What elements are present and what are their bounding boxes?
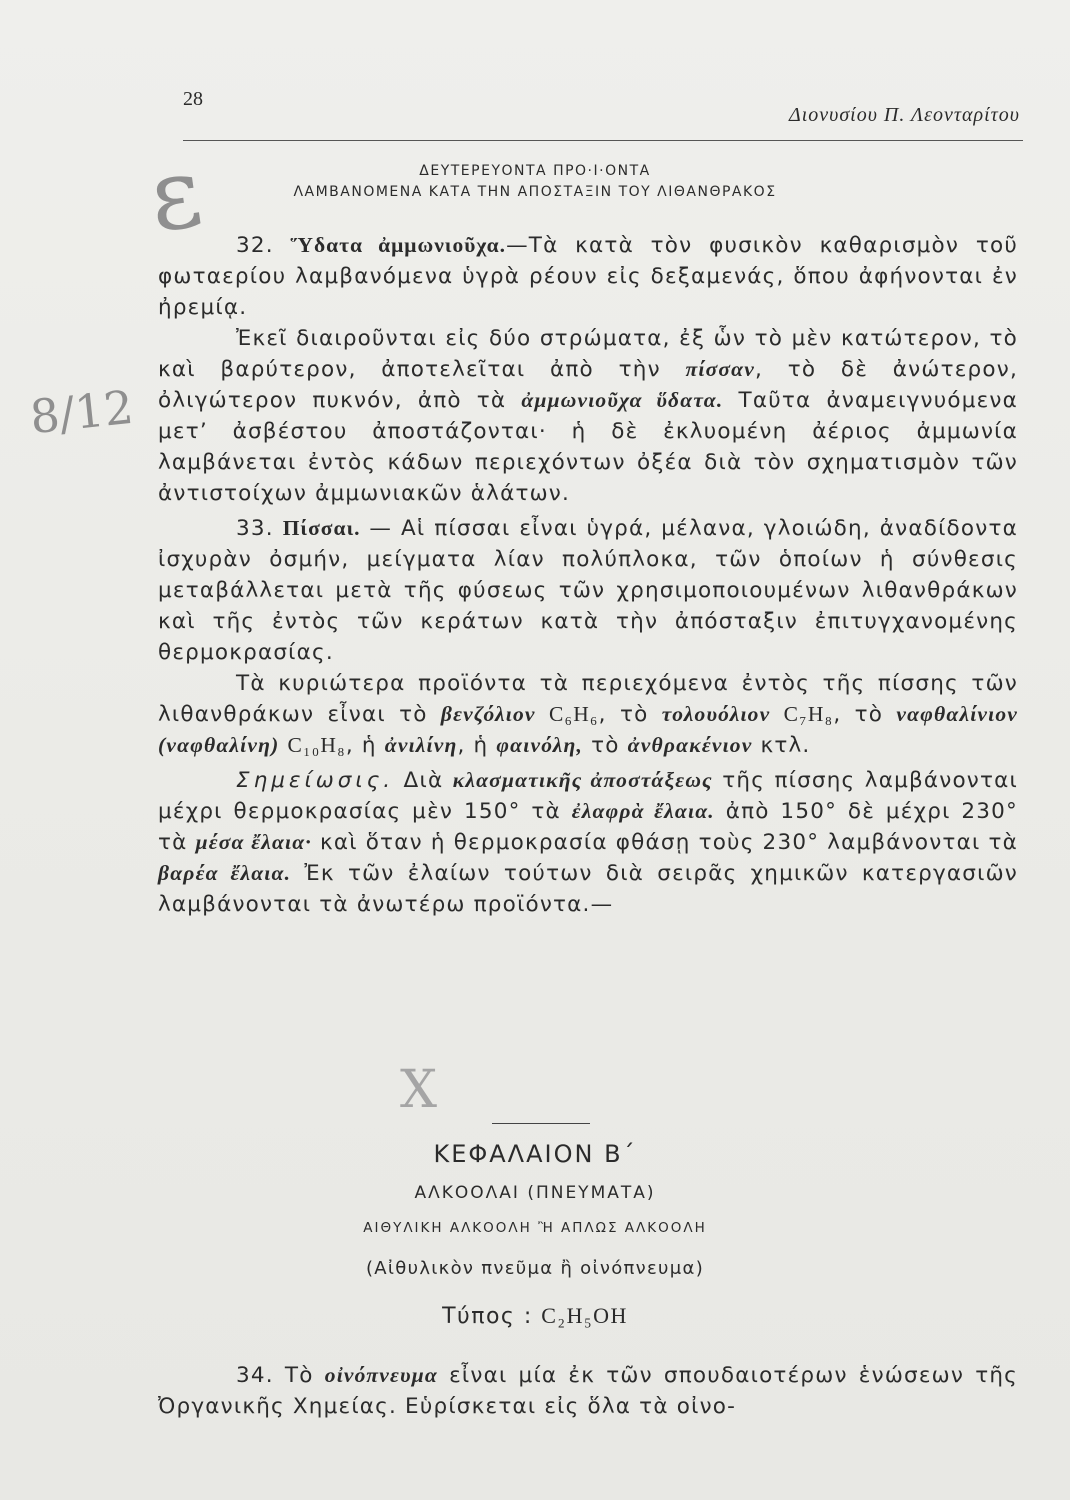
para-text: Διὰ: [394, 768, 453, 793]
para-text: — Αἱ πίσσαι εἶναι ὑγρά, μέλανα, γλοιώδη, ἀναδίδοντα ἰσχυρὰν ὀσμήν, μείγματα λίαν πολύπλοκα, τῶν ὁποίων ἡ σύνθεσις μεταβάλλεται μετὰ τῆς φύσεως τῶν χρησιμοποιουμένων λιθανθράκων καὶ τῆς ἐντὸς τῶν κεράτων κατὰ τὴν ἀπόσταξιν ἐπιτυγχανομένης θερμοκρασίας.: [158, 516, 1018, 665]
para-text: εἶναι μία ἐκ τῶν σπουδαιοτέρων ἑνώσεων τῆς Ὀργανικῆς Χημείας. Εὑρίσκεται εἰς ὅλα τὰ οἰνο-: [158, 1363, 1019, 1419]
para-text: Τὰ κυριώτερα προϊόντα τὰ περιεχόμενα ἐντὸς τῆς πίσσης τῶν λιθανθράκων εἶναι τὸ: [158, 671, 1018, 727]
chapter-subtitle: ΑΛΚΟΟΛΑΙ (ΠΝΕΥΜΑΤΑ): [414, 1183, 656, 1203]
paragraph-32b: [158, 323, 1018, 509]
para-text: , τὸ: [833, 702, 897, 727]
para-number: 34.: [236, 1363, 274, 1388]
para-text: —Τὰ κατὰ τὸν φυσικὸν καθαρισμὸν τοῦ φωταερίου λαμβανόμενα ὑγρὰ ρέουν εἰς δεξαμενάς, ὅπου ἀφήνονται ἐν ἠρεμίᾳ.: [158, 233, 1018, 320]
chapter-parenthetical: (Αἰθυλικὸν πνεῦμα ἢ οἰνόπνευμα): [365, 1258, 705, 1279]
para-text: Ἐκεῖ διαιροῦνται εἰς δύο στρώματα, ἐξ ὧν τὸ μὲν κατώτερον, τὸ καὶ βαρύτερον, ἀποτελεῖται ἀπὸ τὴν: [158, 326, 1018, 382]
para-text: τῆς πίσσης λαμβάνονται μέχρι θερμοκρασίας μὲν 150° τὰ: [158, 768, 1019, 824]
para-text: Ἐκ τῶν ἐλαίων τούτων διὰ σειρᾶς χημικῶν κατεργασιῶν λαμβάνονται τὰ ἀνωτέρω προϊόντα.—: [158, 861, 1018, 917]
paragraph-note: [158, 765, 1018, 920]
pencil-cross-mark: X: [400, 1060, 438, 1120]
keyword: βαρέα ἔλαια.: [158, 861, 292, 885]
para-text: Ταῦτα ἀναμειγνυόμενα μετ’ ἀσβέστου ἀποστάζονται· ἡ δὲ ἐκλυομένη ἀέριος ἀμμωνία λαμβάνεται ἐντὸς κάδων περιεχόντων ὀξέα διὰ τὸν σχηματισμὸν τῶν ἀντιστοίχων ἀμμωνιακῶν ἁλάτων.: [158, 388, 1018, 506]
chapter-subheading: ΑΙΘΥΛΙΚΗ ΑΛΚΟΟΛΗ Ἢ ΑΠΛΩΣ ΑΛΚΟΟΛΗ: [363, 1220, 707, 1236]
keyword: πίσσαν: [685, 357, 756, 381]
keyword: ἀνιλίνη: [384, 733, 458, 757]
chemical-formula: C₇H₈: [783, 702, 834, 726]
para-number: 33.: [236, 516, 274, 541]
section-heading-line1: ΔΕΥΤΕΡΕΥΟΝΤΑ ΠΡΟ·Ι·ΟΝΤΑ: [419, 163, 651, 179]
chemical-formula: C₂H₅OH: [541, 1303, 628, 1328]
running-head: Διονυσίου Π. Λεονταρίτου: [788, 104, 1020, 126]
para-text: , ἡ: [345, 733, 385, 758]
chapter-divider: [492, 1123, 590, 1124]
keyword: ναφθαλίνιον (ναφθαλίνη): [158, 702, 1019, 757]
chapter-title: ΚΕΦΑΛΑΙΟΝ Β΄: [433, 1140, 637, 1168]
para-heading: Πίσσαι.: [282, 516, 361, 540]
chapter-formula: [0, 1303, 1070, 1329]
paragraph-34: [158, 1360, 1018, 1422]
paragraph-33b: [158, 668, 1018, 761]
header-rule: [183, 140, 1023, 141]
margin-annotation-number: 8/12: [27, 379, 136, 445]
formula-label: Τύπος :: [442, 1304, 542, 1329]
para-heading: Ὕδατα ἀμμωνιοῦχα.: [290, 233, 507, 257]
para-text: Τὸ: [273, 1363, 325, 1388]
keyword: ἀμμωνιοῦχα ὕδατα.: [521, 388, 724, 412]
paragraph-32: [158, 230, 1018, 323]
keyword: οἰνόπνευμα: [324, 1363, 438, 1387]
main-text: [158, 230, 1018, 920]
keyword: κλασματικῆς ἀποστάξεως: [452, 768, 713, 792]
para-text: καὶ ὅταν ἡ θερμοκρασία φθάσῃ τοὺς 230° λαμβάνονται τὰ: [311, 830, 1018, 855]
section-heading-line2: ΛΑΜΒΑΝΟΜΕΝΑ ΚΑΤΑ ΤΗΝ ΑΠΟΣΤΑΞΙΝ ΤΟΥ ΛΙΘΑΝΘΡΑΚΟΣ: [293, 184, 777, 200]
keyword: βενζόλιον: [440, 702, 536, 726]
para-text: ἀπὸ 150° δὲ μέχρι 230° τὰ: [158, 799, 1018, 855]
keyword: ἐλαφρὰ ἔλαια.: [571, 799, 715, 823]
para-text: , τὸ: [598, 702, 662, 727]
keyword: φαινόλη,: [496, 733, 584, 757]
para-text: , ἡ: [457, 733, 497, 758]
page-number: 28: [183, 88, 203, 110]
keyword: μέσα ἔλαια·: [195, 830, 312, 854]
chemical-formula: C₆H₆: [548, 702, 599, 726]
para-text: τὸ: [583, 733, 628, 758]
keyword: ἀνθρακένιον: [627, 733, 753, 757]
margin-annotation-letter: ε: [142, 135, 209, 255]
main-text-bottom: [158, 1360, 1018, 1422]
keyword: τολουόλιον: [661, 702, 771, 726]
para-number: 32.: [236, 233, 274, 258]
para-text: κτλ.: [752, 733, 811, 758]
chemical-formula: C₁₀H₈: [287, 733, 346, 757]
para-text: , τὸ δὲ ἀνώτερον, ὀλιγώτερον πυκνόν, ἀπὸ τὰ: [158, 357, 1018, 413]
paragraph-33: [158, 513, 1018, 668]
note-label: Σημείωσις.: [236, 768, 395, 793]
